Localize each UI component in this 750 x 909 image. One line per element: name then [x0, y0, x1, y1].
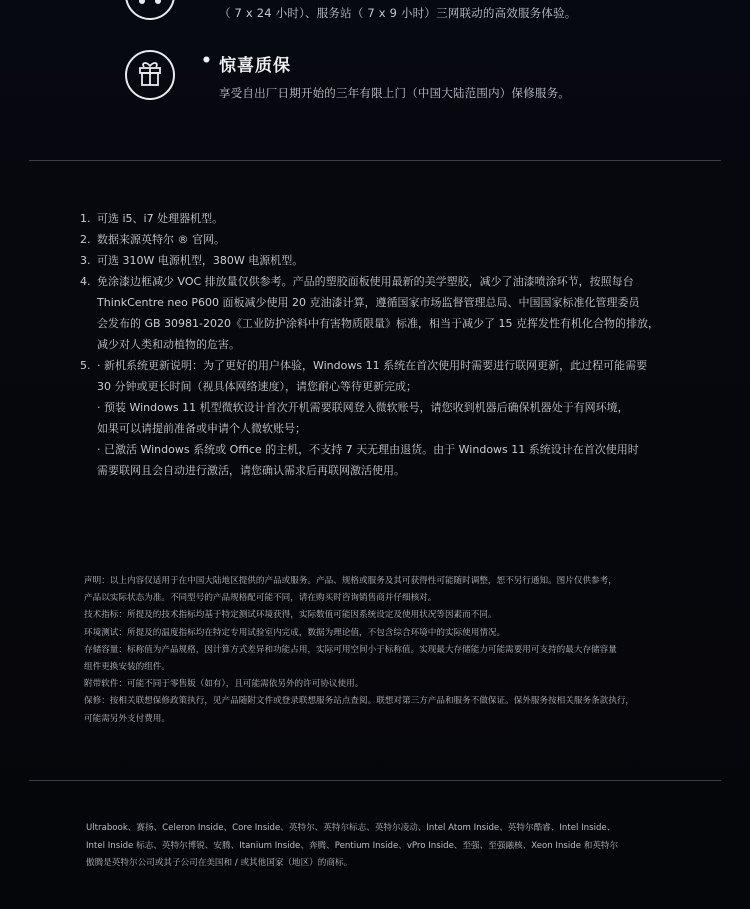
- notes-list: [80, 208, 680, 481]
- trademark-line: Intel Inside 标志、英特尔博锐、安腾、Itanium Inside、奔腾、Pentium Inside、vPro Inside、至强、至强融核、Xeon Inside 和英特尔: [86, 840, 619, 851]
- note-item-4: 4. 免涂漆边框减少 VOC 排放量仅供参考。产品的塑胶面板使用最新的美学塑胶，减少了油漆喷涂环节，按照每台 ThinkCentre neo P600 面板减少使用 20 克油漆计算，遵循国家市场监督管理总局、中国国家标准化管理委员 会发布的 GB 30981-2020《工业防护涂料中有害物质限量》标准，相当于减少了 15 克挥发性有机化合物的排放， 减少对人类和动植物的危害。: [80, 275, 660, 351]
- previous-service-desc: （ 7 x 24 小时）、服务站（ 7 x 9 小时）三网联动的高效服务体验。: [219, 6, 577, 20]
- disclaimer-line: 保修：按相关联想保修政策执行，见产品随附文件或登录联想服务站点查阅。联想对第三方产品和服务不做保证。保外服务按相关服务条款执行，: [84, 696, 635, 707]
- note-item-1: 1. 可选 i5、i7 处理器机型。: [80, 212, 224, 225]
- service-section: [0, 0, 750, 160]
- note-item-5: 5. · 新机系统更新说明：为了更好的用户体验，Windows 11 系统在首次使用时需要进行联网更新，此过程可能需要 30 分钟或更长时间（视具体网络速度），请您耐心等待更新完成； · 预装 Windows 11 机型微软设计首次开机需要联网登入微软账号，请您收到机器后确保机器处于有网环境， 如果可以请提前准备或申请个人微软账号； · 已激活 Windows 系统或 Office 的主机，不支持 7 天无理由退货。由于 Windows 11 系统设计在首次使用时 需要联网且会自动进行激活，请您确认需求后再联网激活使用。: [80, 359, 648, 477]
- trademark-notice: [86, 820, 686, 873]
- disclaimer-line: 技术指标：所提及的技术指标均基于特定测试环境获得，实际数值可能因系统设定及使用状况等因素而不同。: [84, 610, 497, 621]
- surprise-warranty-title: 惊喜质保: [219, 56, 291, 76]
- service-icon-previous: [125, 0, 175, 20]
- trademark-line: 傲腾是英特尔公司或其子公司在美国和 / 或其他国家（地区）的商标。: [86, 858, 353, 868]
- disclaimer-line: 环境测试：所提及的温度指标均在特定专用试验室内完成，数据为理论值，不包含综合环境中的实际使用情况。: [84, 627, 506, 638]
- surprise-warranty-desc: 享受自出厂日期开始的三年有限上门（中国大陆范围内）保修服务。: [219, 86, 570, 100]
- disclaimer-line: 存储容量：标称值为产品规格，因计算方式差异和功能占用，实际可用空间小于标称值。实现最大存储能力可能需要用可支持的最大存储容量: [84, 644, 617, 655]
- note-item-2: 2. 数据来源英特尔 ® 官网。: [80, 233, 225, 246]
- disclaimer-line: 附带软件：可能不同于零售版（如有），且可能需依另外的许可协议使用。: [84, 679, 364, 690]
- divider-bottom: [29, 780, 721, 781]
- disclaimer: [84, 573, 684, 728]
- surprise-warranty-bullet: •: [201, 51, 213, 71]
- gift-icon: [125, 50, 175, 100]
- disclaimer-line: 产品以实际状态为准。不同型号的产品规格配可能不同，请在购买时咨询销售商并仔细核对。: [84, 593, 437, 604]
- divider-top: [29, 160, 721, 161]
- disclaimer-line: 声明：以上内容仅适用于在中国大陆地区提供的产品或服务。产品、规格或服务及其可获得性可能随时调整，恕不另行通知。图片仅供参考，: [84, 576, 617, 586]
- disclaimer-line: 组件更换安装的组件。: [84, 662, 170, 673]
- note-item-3: 3. 可选 310W 电源机型，380W 电源机型。: [80, 254, 304, 267]
- trademark-line: Ultrabook、赛扬、Celeron Inside、Core Inside、英特尔、英特尔标志、英特尔凌动、Intel Atom Inside、英特尔酷睿、Intel Inside、: [86, 823, 616, 833]
- disclaimer-line: 可能需另外支付费用。: [84, 713, 170, 724]
